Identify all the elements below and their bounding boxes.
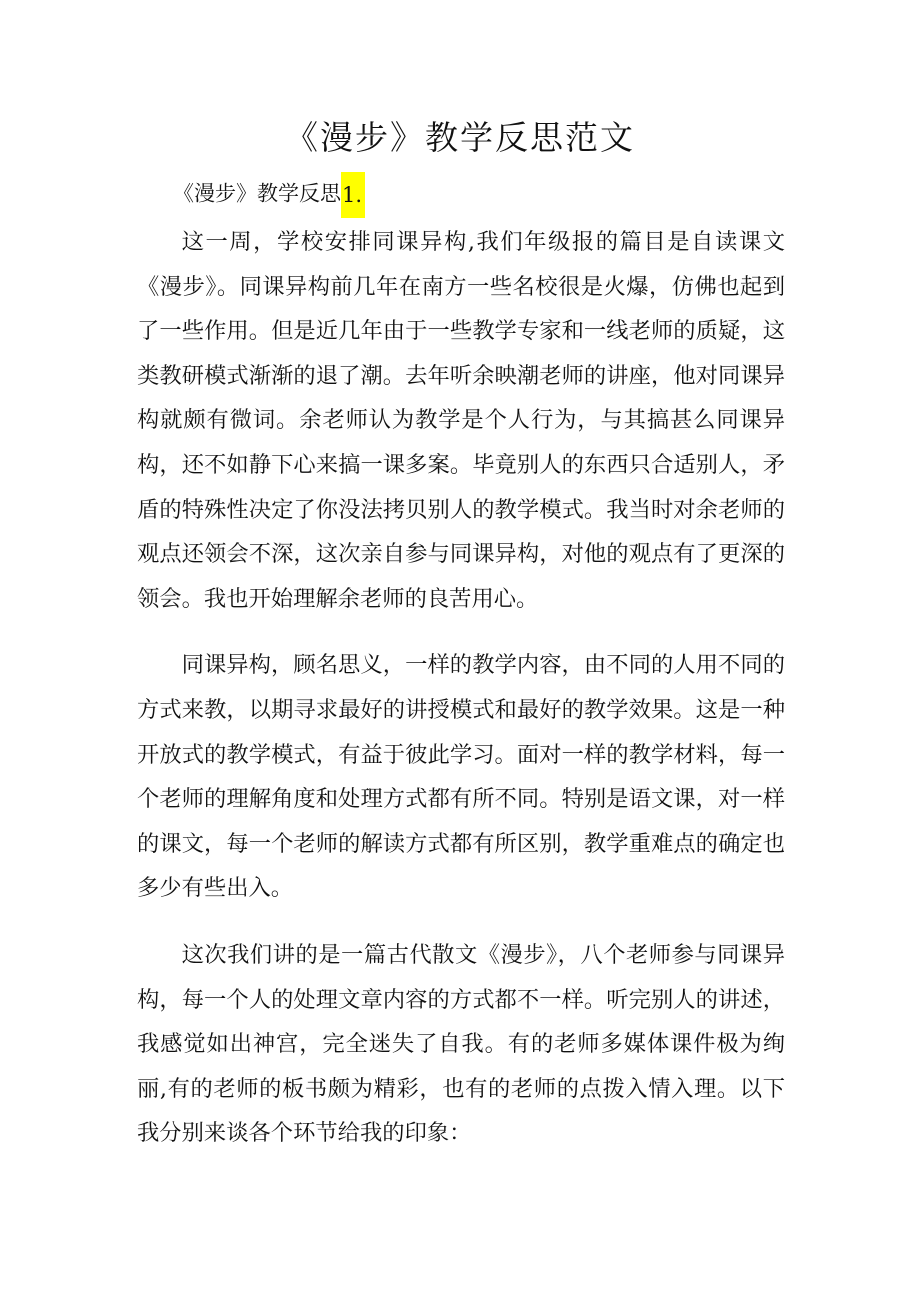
paragraph-2: 同课异构，顾名思义，一样的教学内容，由不同的人用不同的方式来教，以期寻求最好的讲授模式和最好的教学效果。这是一种开放式的教学模式，有益于彼此学习。面对一样的教学材料，每一个老师的理解角度和处理方式都有所不同。特别是语文课，对一样的课文，每一个老师的解读方式都有所区别，教学重难点的确定也多少有些出入。: [137, 652, 785, 902]
paragraph-1: 这一周，学校安排同课异构,我们年级报的篇目是自读课文《漫步》。同课异构前几年在南方一些名校很是火爆，仿佛也起到了一些作用。但是近几年由于一些教学专家和一线老师的质疑，这类教研模式渐渐的退了潮。去年听余映潮老师的讲座，他对同课异构就颇有微词。余老师认为教学是个人行为，与其搞甚么同课异构，还不如静下心来搞一课多案。毕竟别人的东西只合适别人，矛盾的特殊性决定了你没法拷贝别人的教学模式。我当时对余老师的观点还领会不深，这次亲自参与同课异构，对他的观点有了更深的领会。我也开始理解余老师的良苦用心。: [137, 229, 785, 612]
paragraph-3: 这次我们讲的是一篇古代散文《漫步》，八个老师参与同课异构，每一个人的处理文章内容的方式都不一样。听完别人的讲述，我感觉如出神宫，完全迷失了自我。有的老师多媒体课件极为绚丽,有的老师的板书颇为精彩，也有的老师的点拨入情入理。以下我分别来谈各个环节给我的印象：: [137, 941, 785, 1147]
document-subtitle: [173, 172, 365, 218]
subtitle-text: 《漫步》教学反思: [173, 181, 341, 206]
document-body: [137, 220, 785, 1178]
highlighted-marker: 1.: [341, 172, 365, 218]
document-title: 《漫步》教学反思范文: [285, 118, 635, 157]
